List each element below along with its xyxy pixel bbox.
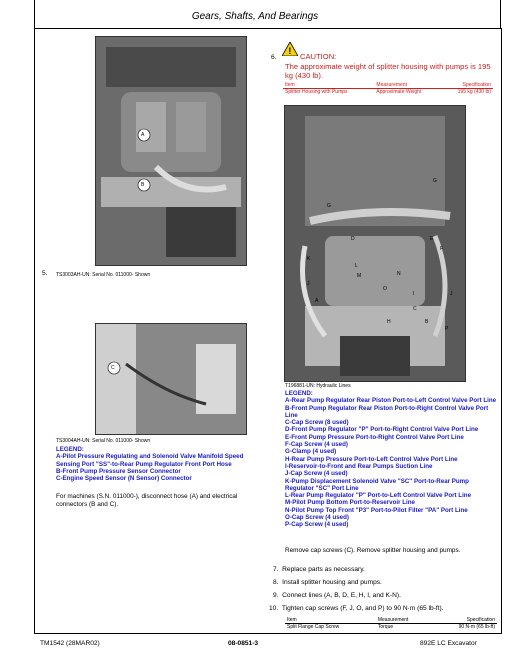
spec-header-specification: Specification [462,82,491,88]
photo3-label: I [413,291,415,297]
photo-pump-regulator-drawing [96,37,246,265]
step5-legend-item: B-Front Pump Pressure Sensor Connector [56,467,181,475]
step6-legend-item: B-Front Pump Regulator Rear Piston Port-to-Right Control Valve Port Line [285,404,489,419]
photo3-label: E [430,236,434,242]
photo3-label: O [383,286,387,292]
step5-instruction: For machines (S.N. 011000-), disconnect hose (A) and electrical connectors (B and C). [56,493,238,508]
photo3-label: F [440,246,444,252]
photo1-label-a: A [141,132,145,138]
photo3-label: L [355,263,358,269]
step6-legend-item: H-Rear Pump Pressure Port-to-Left Control Valve Port Line [285,455,458,463]
torque-cell: 90 N·m (65 lb-ft) [458,624,495,630]
photo-hydraulic-lines [284,105,466,382]
step6-legend-item: K-Pump Displacement Solenoid Valve "SC" Port-to-Rear Pump Regulator "SC" Port Line [285,477,469,492]
step6-legend-item: G-Clamp (4 used) [285,448,337,456]
step6-legend-item: P-Cap Screw (4 used) [285,521,349,529]
torque-header-measurement: Measurement [377,617,409,623]
photo2-label-c: C [111,365,115,371]
photo3-label: G [433,178,437,184]
step-text: Tighten cap screws (F, J, O, and P) to 90 N·m (65 lb-ft). [281,605,444,612]
spec-header-item: Item [285,82,295,88]
step6-instruction: Remove cap screws (C). Remove splitter housing and pumps. [285,547,461,554]
caution-icon [282,42,298,61]
photo1-caption: TS3003AH-UN: Serial No. 011000- Shown [56,272,151,278]
step5-legend-title: LEGEND: [56,446,84,453]
step-number: 7. [273,566,279,573]
photo3-label: H [387,319,391,325]
svg-text:!: ! [288,46,292,56]
footer-model: 892E LC Excavator [420,640,477,647]
photo-engine-connectors [95,323,247,435]
photo3-label: C [413,306,417,312]
torque-cell: Torque [377,624,394,630]
step5-number: 5. [42,270,48,277]
spec-cell: 195 kg (430 lb) [457,89,491,95]
step6-legend-item: F-Cap Screw (4 used) [285,441,348,449]
spec-header-measurement: Measurement [376,82,407,88]
step-number: 9. [273,592,279,599]
torque-header-item: Item [287,617,297,623]
photo-engine-connectors-drawing [96,324,246,434]
photo3-caption: T196881-UN: Hydraulic Lines [285,383,351,389]
spec-cell: Splitter Housing with Pumps [285,89,348,95]
torque-cell: Split Flange Cap Screw [287,624,340,630]
weight-spec-table [283,82,493,95]
footer-manual-id: TM1542 (28MAR02) [40,640,100,647]
step5-legend-item: C-Engine Speed Sensor (N Sensor) Connector [56,475,192,483]
spec-cell: Approximate Weight [376,89,422,95]
photo2-caption: TS3004AH-UN: Serial No. 011000- Shown [56,438,151,444]
step-item [273,566,365,573]
caution-label: CAUTION: [300,52,337,61]
photo-pump-regulator [95,36,247,266]
step-item [273,579,382,586]
step-item [273,592,401,599]
photo-hydraulic-lines-drawing [285,106,465,381]
step-number: 8. [273,579,279,586]
step6-legend-title: LEGEND: [285,390,313,397]
step5-legend [56,446,266,482]
caution-text: The approximate weight of splitter housing with pumps is 195 kg (430 lb). [285,62,491,80]
page-header-title: Gears, Shafts, And Bearings [191,11,319,22]
step6-number: 6. [271,54,277,61]
step-text: Install splitter housing and pumps. [282,579,382,586]
photo3-label: A [315,298,319,304]
photo3-label: B [425,319,429,325]
torque-header-specification: Specification [466,617,495,623]
step6-legend-item: D-Front Pump Regulator "P" Port-to-Right Control Valve Port Line [285,426,479,434]
photo3-label: D [351,236,355,242]
step-number: 10. [269,605,279,612]
step5-legend-item: A-Pilot Pressure Regulating and Solenoid Valve Manifold Speed Sensing Port "SS"-to-Rear Pump Regulator Front Port Hose [56,453,244,468]
step6-legend [285,390,497,529]
photo3-label: N [397,271,401,277]
step-text: Replace parts as necessary. [282,566,365,573]
step6-legend-item: I-Reservoir-to-Front and Rear Pumps Suction Line [285,462,433,470]
step6-legend-item: O-Cap Screw (4 used) [285,514,349,522]
step6-legend-item: J-Cap Screw (4 used) [285,470,348,478]
photo3-label: J [307,281,310,287]
footer-page-number: 08-0851-3 [228,640,259,647]
photo3-label: P [445,326,449,332]
photo3-label: J [450,291,453,297]
photo1-label-b: B [141,182,145,188]
step6-legend-item: C-Cap Screw (8 used) [285,419,349,427]
step6-legend-item: E-Front Pump Pressure Port-to-Right Control Valve Port Line [285,433,464,441]
step6-legend-item: M-Pilot Pump Bottom Port-to-Reservoir Line [285,499,415,507]
photo3-label: M [357,273,362,279]
step6-legend-item: A-Rear Pump Regulator Rear Piston Port-to-Left Control Valve Port Line [285,397,497,405]
step-text: Connect lines (A, B, D, E, H, I, and K-N). [282,592,401,599]
photo3-label: K [307,256,311,262]
step6-legend-item: L-Rear Pump Regulator "P" Port-to-Left Control Valve Port Line [285,492,472,500]
step6-legend-item: N-Pilot Pump Top Front "P3" Port-to-Pilot Filter "PA" Port Line [285,506,468,514]
photo3-label: G [327,203,331,209]
step-item [269,605,444,612]
torque-spec-table [285,617,497,630]
